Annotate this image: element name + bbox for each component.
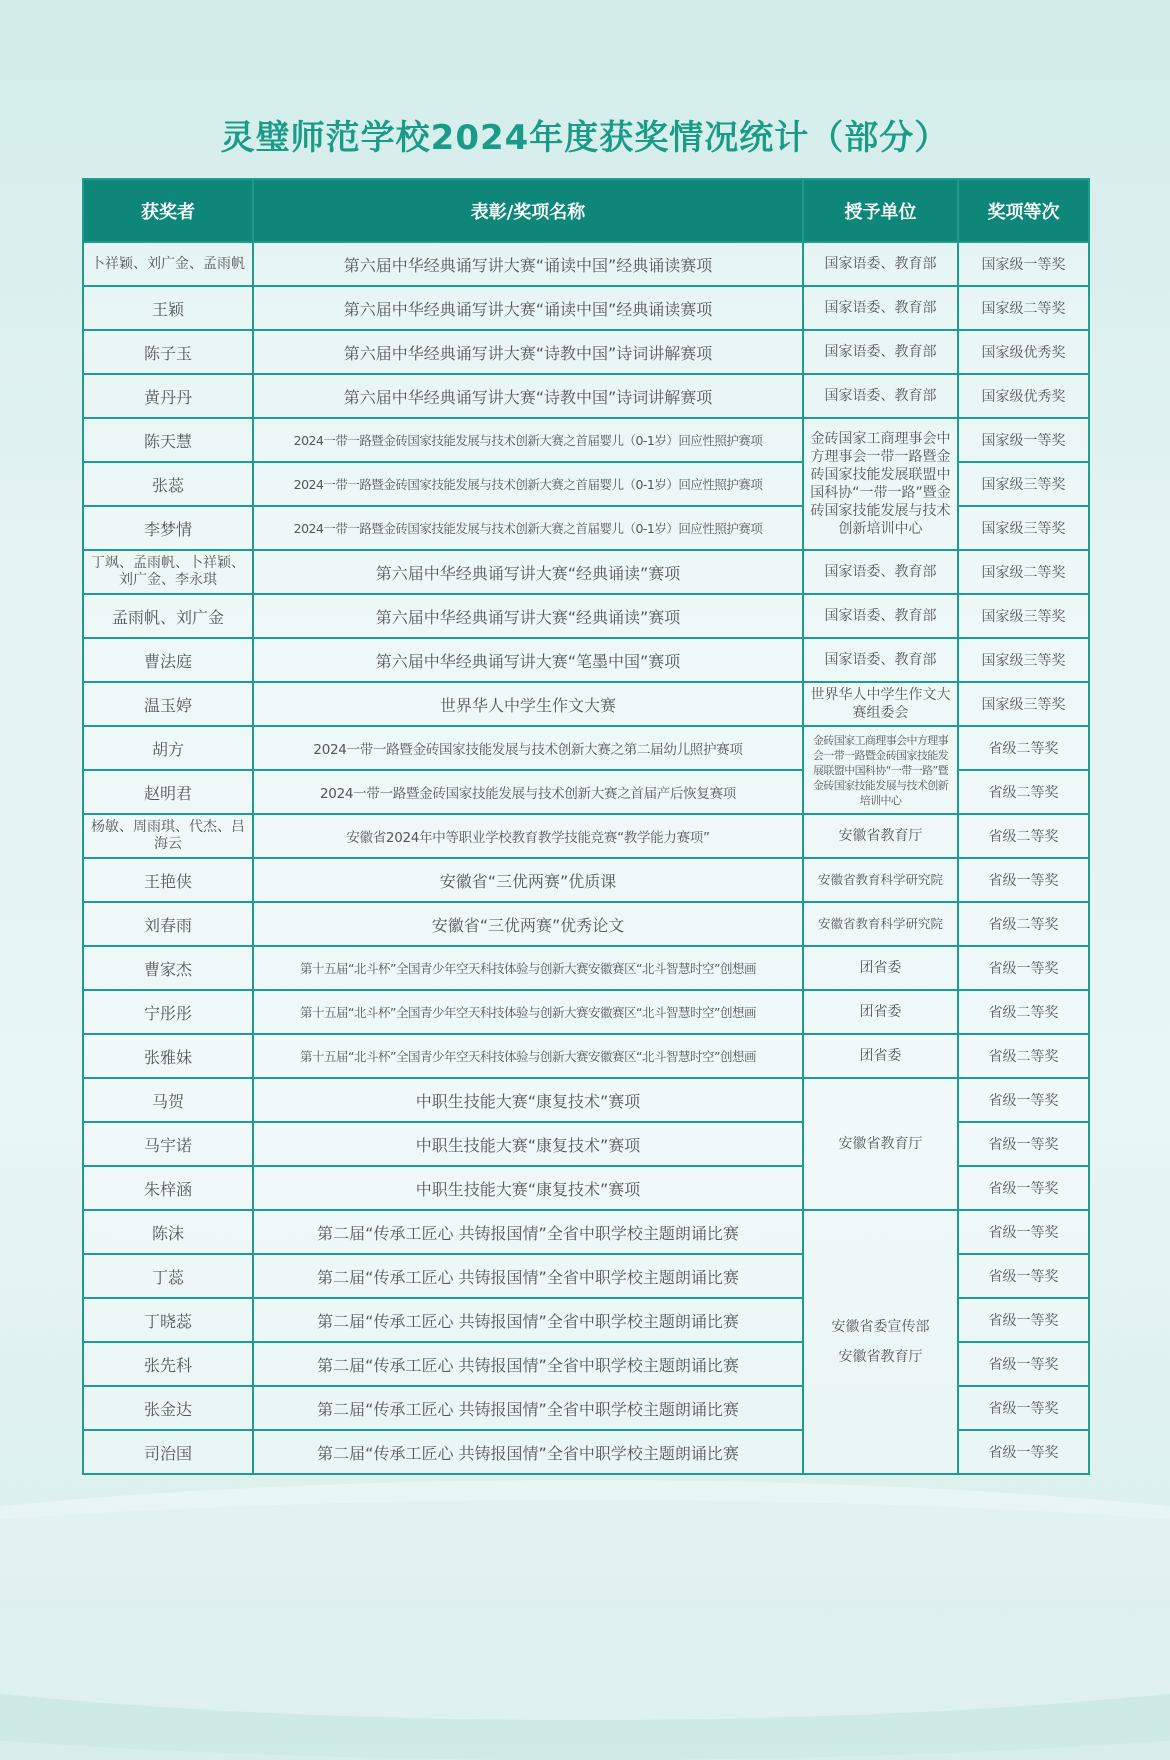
level-cell: 省级二等奖 [958,1034,1089,1078]
table-row [83,418,1089,462]
header-level: 奖项等次 [958,179,1089,242]
org-cell: 安徽省教育科学研究院 [803,858,958,902]
winner-cell: 温玉婷 [83,682,253,726]
winner-cell: 杨敏、周雨琪、代杰、吕海云 [83,814,253,858]
level-cell: 省级一等奖 [958,1254,1089,1298]
table-row [83,1210,1089,1254]
level-cell: 国家级优秀奖 [958,330,1089,374]
org-cell: 国家语委、教育部 [803,286,958,330]
table-row [83,594,1089,638]
award-cell: 安徽省“三优两赛”优秀论文 [253,902,803,946]
org-cell: 国家语委、教育部 [803,330,958,374]
table-row [83,990,1089,1034]
winner-cell: 孟雨帆、刘广金 [83,594,253,638]
page-title: 灵璧师范学校2024年度获奖情况统计（部分） [220,118,950,158]
level-cell: 省级二等奖 [958,902,1089,946]
org-cell: 团省委 [803,946,958,990]
winner-cell: 黄丹丹 [83,374,253,418]
award-cell: 第六届中华经典诵写讲大赛“笔墨中国”赛项 [253,638,803,682]
org-cell: 金砖国家工商理事会中方理事会一带一路暨金砖国家技能发展联盟中国科协“一带一路”暨金砖国家技能发展与技术创新培训中心 [803,418,958,550]
award-cell: 第六届中华经典诵写讲大赛“经典诵读”赛项 [253,594,803,638]
award-cell: 第六届中华经典诵写讲大赛“诵读中国”经典诵读赛项 [253,286,803,330]
winner-cell: 丁晓蕊 [83,1298,253,1342]
winner-cell: 胡方 [83,726,253,770]
header-winner: 获奖者 [83,179,253,242]
org-cell: 安徽省教育科学研究院 [803,902,958,946]
winner-cell: 丁蕊 [83,1254,253,1298]
award-cell: 中职生技能大赛“康复技术”赛项 [253,1166,803,1210]
award-cell: 第六届中华经典诵写讲大赛“经典诵读”赛项 [253,550,803,594]
award-cell: 世界华人中学生作文大赛 [253,682,803,726]
award-cell: 第十五届“北斗杯”全国青少年空天科技体验与创新大赛安徽赛区“北斗智慧时空”创想画 [253,990,803,1034]
winner-cell: 张雅妹 [83,1034,253,1078]
award-cell: 第十五届“北斗杯”全国青少年空天科技体验与创新大赛安徽赛区“北斗智慧时空”创想画 [253,946,803,990]
winner-cell: 李梦情 [83,506,253,550]
table-row [83,286,1089,330]
award-cell: 第二届“传承工匠心 共铸报国情”全省中职学校主题朗诵比赛 [253,1386,803,1430]
org-cell: 金砖国家工商理事会中方理事会一带一路暨金砖国家技能发展联盟中国科协“一带一路”暨金砖国家技能发展与技术创新培训中心 [803,726,958,814]
award-cell: 第二届“传承工匠心 共铸报国情”全省中职学校主题朗诵比赛 [253,1430,803,1474]
award-cell: 第二届“传承工匠心 共铸报国情”全省中职学校主题朗诵比赛 [253,1254,803,1298]
table-row [83,946,1089,990]
award-cell: 第六届中华经典诵写讲大赛“诵读中国”经典诵读赛项 [253,242,803,286]
award-cell: 2024一带一路暨金砖国家技能发展与技术创新大赛之首届婴儿（0-1岁）回应性照护赛项 [253,418,803,462]
table-row [83,682,1089,726]
winner-cell: 卜祥颖、刘广金、孟雨帆 [83,242,253,286]
award-cell: 中职生技能大赛“康复技术”赛项 [253,1078,803,1122]
award-cell: 2024一带一路暨金砖国家技能发展与技术创新大赛之首届婴儿（0-1岁）回应性照护赛项 [253,506,803,550]
level-cell: 省级二等奖 [958,770,1089,814]
winner-cell: 曹家杰 [83,946,253,990]
header-award: 表彰/奖项名称 [253,179,803,242]
award-cell: 2024一带一路暨金砖国家技能发展与技术创新大赛之首届产后恢复赛项 [253,770,803,814]
org-cell: 国家语委、教育部 [803,594,958,638]
award-cell: 第六届中华经典诵写讲大赛“诗教中国”诗词讲解赛项 [253,330,803,374]
award-cell: 2024一带一路暨金砖国家技能发展与技术创新大赛之第二届幼儿照护赛项 [253,726,803,770]
winner-cell: 陈沫 [83,1210,253,1254]
background-wave [0,1480,1170,1720]
level-cell: 省级一等奖 [958,1430,1089,1474]
winner-cell: 张蕊 [83,462,253,506]
award-cell: 2024一带一路暨金砖国家技能发展与技术创新大赛之首届婴儿（0-1岁）回应性照护赛项 [253,462,803,506]
winner-cell: 陈子玉 [83,330,253,374]
level-cell: 国家级三等奖 [958,506,1089,550]
table-row [83,902,1089,946]
level-cell: 国家级三等奖 [958,638,1089,682]
winner-cell: 马宇诺 [83,1122,253,1166]
header-org: 授予单位 [803,179,958,242]
table-row [83,858,1089,902]
table-header-row [83,179,1089,242]
table-row [83,638,1089,682]
award-cell: 第二届“传承工匠心 共铸报国情”全省中职学校主题朗诵比赛 [253,1210,803,1254]
org-cell: 世界华人中学生作文大赛组委会 [803,682,958,726]
level-cell: 省级二等奖 [958,814,1089,858]
org-cell: 国家语委、教育部 [803,242,958,286]
org-cell: 国家语委、教育部 [803,638,958,682]
table-row [83,1078,1089,1122]
table-row [83,550,1089,594]
level-cell: 国家级一等奖 [958,242,1089,286]
table-row [83,330,1089,374]
winner-cell: 曹法庭 [83,638,253,682]
winner-cell: 刘春雨 [83,902,253,946]
award-cell: 中职生技能大赛“康复技术”赛项 [253,1122,803,1166]
table-row [83,374,1089,418]
award-cell: 安徽省“三优两赛”优质课 [253,858,803,902]
winner-cell: 宁彤彤 [83,990,253,1034]
level-cell: 国家级三等奖 [958,594,1089,638]
winner-cell: 王艳侠 [83,858,253,902]
award-cell: 安徽省2024年中等职业学校教育教学技能竞赛“教学能力赛项” [253,814,803,858]
level-cell: 省级一等奖 [958,1210,1089,1254]
level-cell: 省级一等奖 [958,1078,1089,1122]
level-cell: 省级一等奖 [958,1298,1089,1342]
org-cell: 安徽省委宣传部 安徽省教育厅 [803,1210,958,1474]
level-cell: 国家级二等奖 [958,286,1089,330]
org-cell: 国家语委、教育部 [803,550,958,594]
award-cell: 第二届“传承工匠心 共铸报国情”全省中职学校主题朗诵比赛 [253,1342,803,1386]
level-cell: 省级一等奖 [958,1342,1089,1386]
level-cell: 国家级三等奖 [958,682,1089,726]
winner-cell: 王颖 [83,286,253,330]
table-row [83,1034,1089,1078]
table-row [83,726,1089,770]
award-cell: 第二届“传承工匠心 共铸报国情”全省中职学校主题朗诵比赛 [253,1298,803,1342]
level-cell: 省级一等奖 [958,1386,1089,1430]
level-cell: 国家级优秀奖 [958,374,1089,418]
level-cell: 省级一等奖 [958,1122,1089,1166]
winner-cell: 马贺 [83,1078,253,1122]
level-cell: 国家级二等奖 [958,550,1089,594]
winner-cell: 赵明君 [83,770,253,814]
level-cell: 国家级一等奖 [958,418,1089,462]
winner-cell: 司治国 [83,1430,253,1474]
award-cell: 第六届中华经典诵写讲大赛“诗教中国”诗词讲解赛项 [253,374,803,418]
winner-cell: 丁飒、孟雨帆、卜祥颖、刘广金、李永琪 [83,550,253,594]
org-cell: 安徽省教育厅 [803,814,958,858]
org-cell: 团省委 [803,1034,958,1078]
awards-table [82,178,1090,1475]
level-cell: 省级一等奖 [958,1166,1089,1210]
table-row [83,814,1089,858]
org-cell: 安徽省教育厅 [803,1078,958,1210]
table-row [83,242,1089,286]
level-cell: 国家级三等奖 [958,462,1089,506]
org-cell: 团省委 [803,990,958,1034]
level-cell: 省级一等奖 [958,946,1089,990]
winner-cell: 张先科 [83,1342,253,1386]
org-cell: 国家语委、教育部 [803,374,958,418]
level-cell: 省级一等奖 [958,858,1089,902]
winner-cell: 陈天慧 [83,418,253,462]
level-cell: 省级二等奖 [958,726,1089,770]
winner-cell: 张金达 [83,1386,253,1430]
winner-cell: 朱梓涵 [83,1166,253,1210]
level-cell: 省级二等奖 [958,990,1089,1034]
award-cell: 第十五届“北斗杯”全国青少年空天科技体验与创新大赛安徽赛区“北斗智慧时空”创想画 [253,1034,803,1078]
